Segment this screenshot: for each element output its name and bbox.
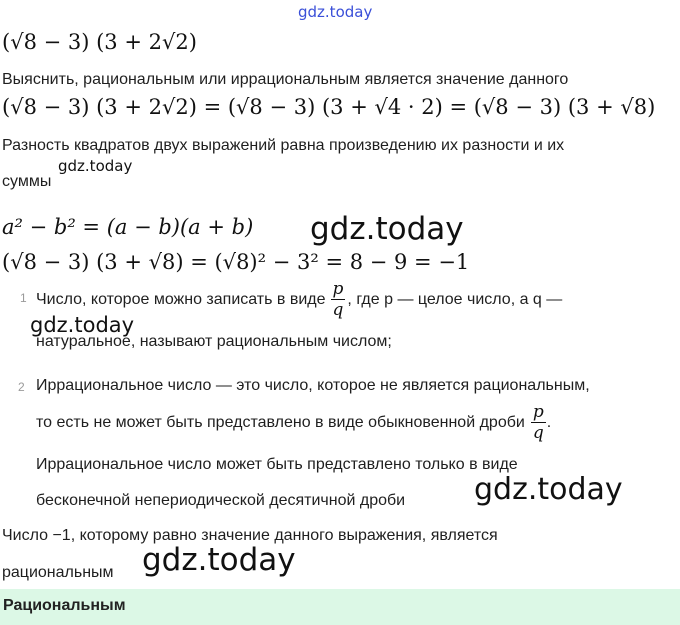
watermark-2: gdz.today (30, 313, 135, 337)
conclusion-line2: рациональным (2, 564, 114, 581)
definition-1-text-before: Число, которое можно записать в виде (36, 291, 326, 308)
watermark-3: gdz.today (474, 472, 623, 507)
definition-2-text-before: то есть не может быть представлено в виде обыкновенной дроби (36, 414, 525, 431)
problem-expression: (√8 − 3) (3 + 2√2) (2, 30, 197, 54)
answer-bar (0, 589, 680, 625)
fraction-p-over-q (531, 404, 546, 442)
definition-2-line1: Иррациональное число — это число, которое не является рациональным, (36, 377, 590, 394)
conclusion-line1: Число −1, которому равно значение данного выражения, является (2, 527, 498, 544)
task-text: Выяснить, рациональным или иррациональным является значение данного (2, 71, 569, 88)
list-item-number: 2 (18, 380, 25, 394)
watermark-1: gdz.today (310, 211, 464, 247)
rule-text-line2: суммы (2, 173, 52, 190)
definition-2-line4: бесконечной непериодической десятичной дроби (36, 492, 406, 509)
watermark-small: gdz.today (58, 157, 133, 175)
fraction-denominator: q (332, 300, 344, 320)
watermark-4: gdz.today (142, 542, 296, 578)
definition-2-text-after: . (546, 414, 552, 431)
definition-2-line3: Иррациональное число может быть представлено только в виде (36, 456, 518, 473)
definition-1-line2: натуральное, называют рациональным числом; (36, 333, 392, 350)
fraction-numerator: p (532, 402, 544, 422)
result-line: (√8 − 3) (3 + √8) = (√8)² − 3² = 8 − 9 = −1 (2, 250, 470, 274)
fraction-p-over-q (331, 281, 346, 319)
fraction-numerator: p (332, 279, 344, 299)
definition-2-line2 (36, 398, 551, 448)
list-item-number: 1 (20, 291, 27, 305)
definition-1-text-after: , где p — целое число, а q — (347, 291, 563, 308)
watermark-top: gdz.today (298, 3, 373, 21)
answer-text: Рациональным (3, 597, 126, 614)
difference-of-squares-formula: a² − b² = (a − b)(a + b) (2, 215, 254, 239)
rule-text-line1: Разность квадратов двух выражений равна произведению их разности и их (2, 137, 565, 154)
fraction-denominator: q (532, 423, 544, 443)
transform-line: (√8 − 3) (3 + 2√2) = (√8 − 3) (3 + √4 · 2) = (√8 − 3) (3 + √8) (2, 95, 656, 119)
